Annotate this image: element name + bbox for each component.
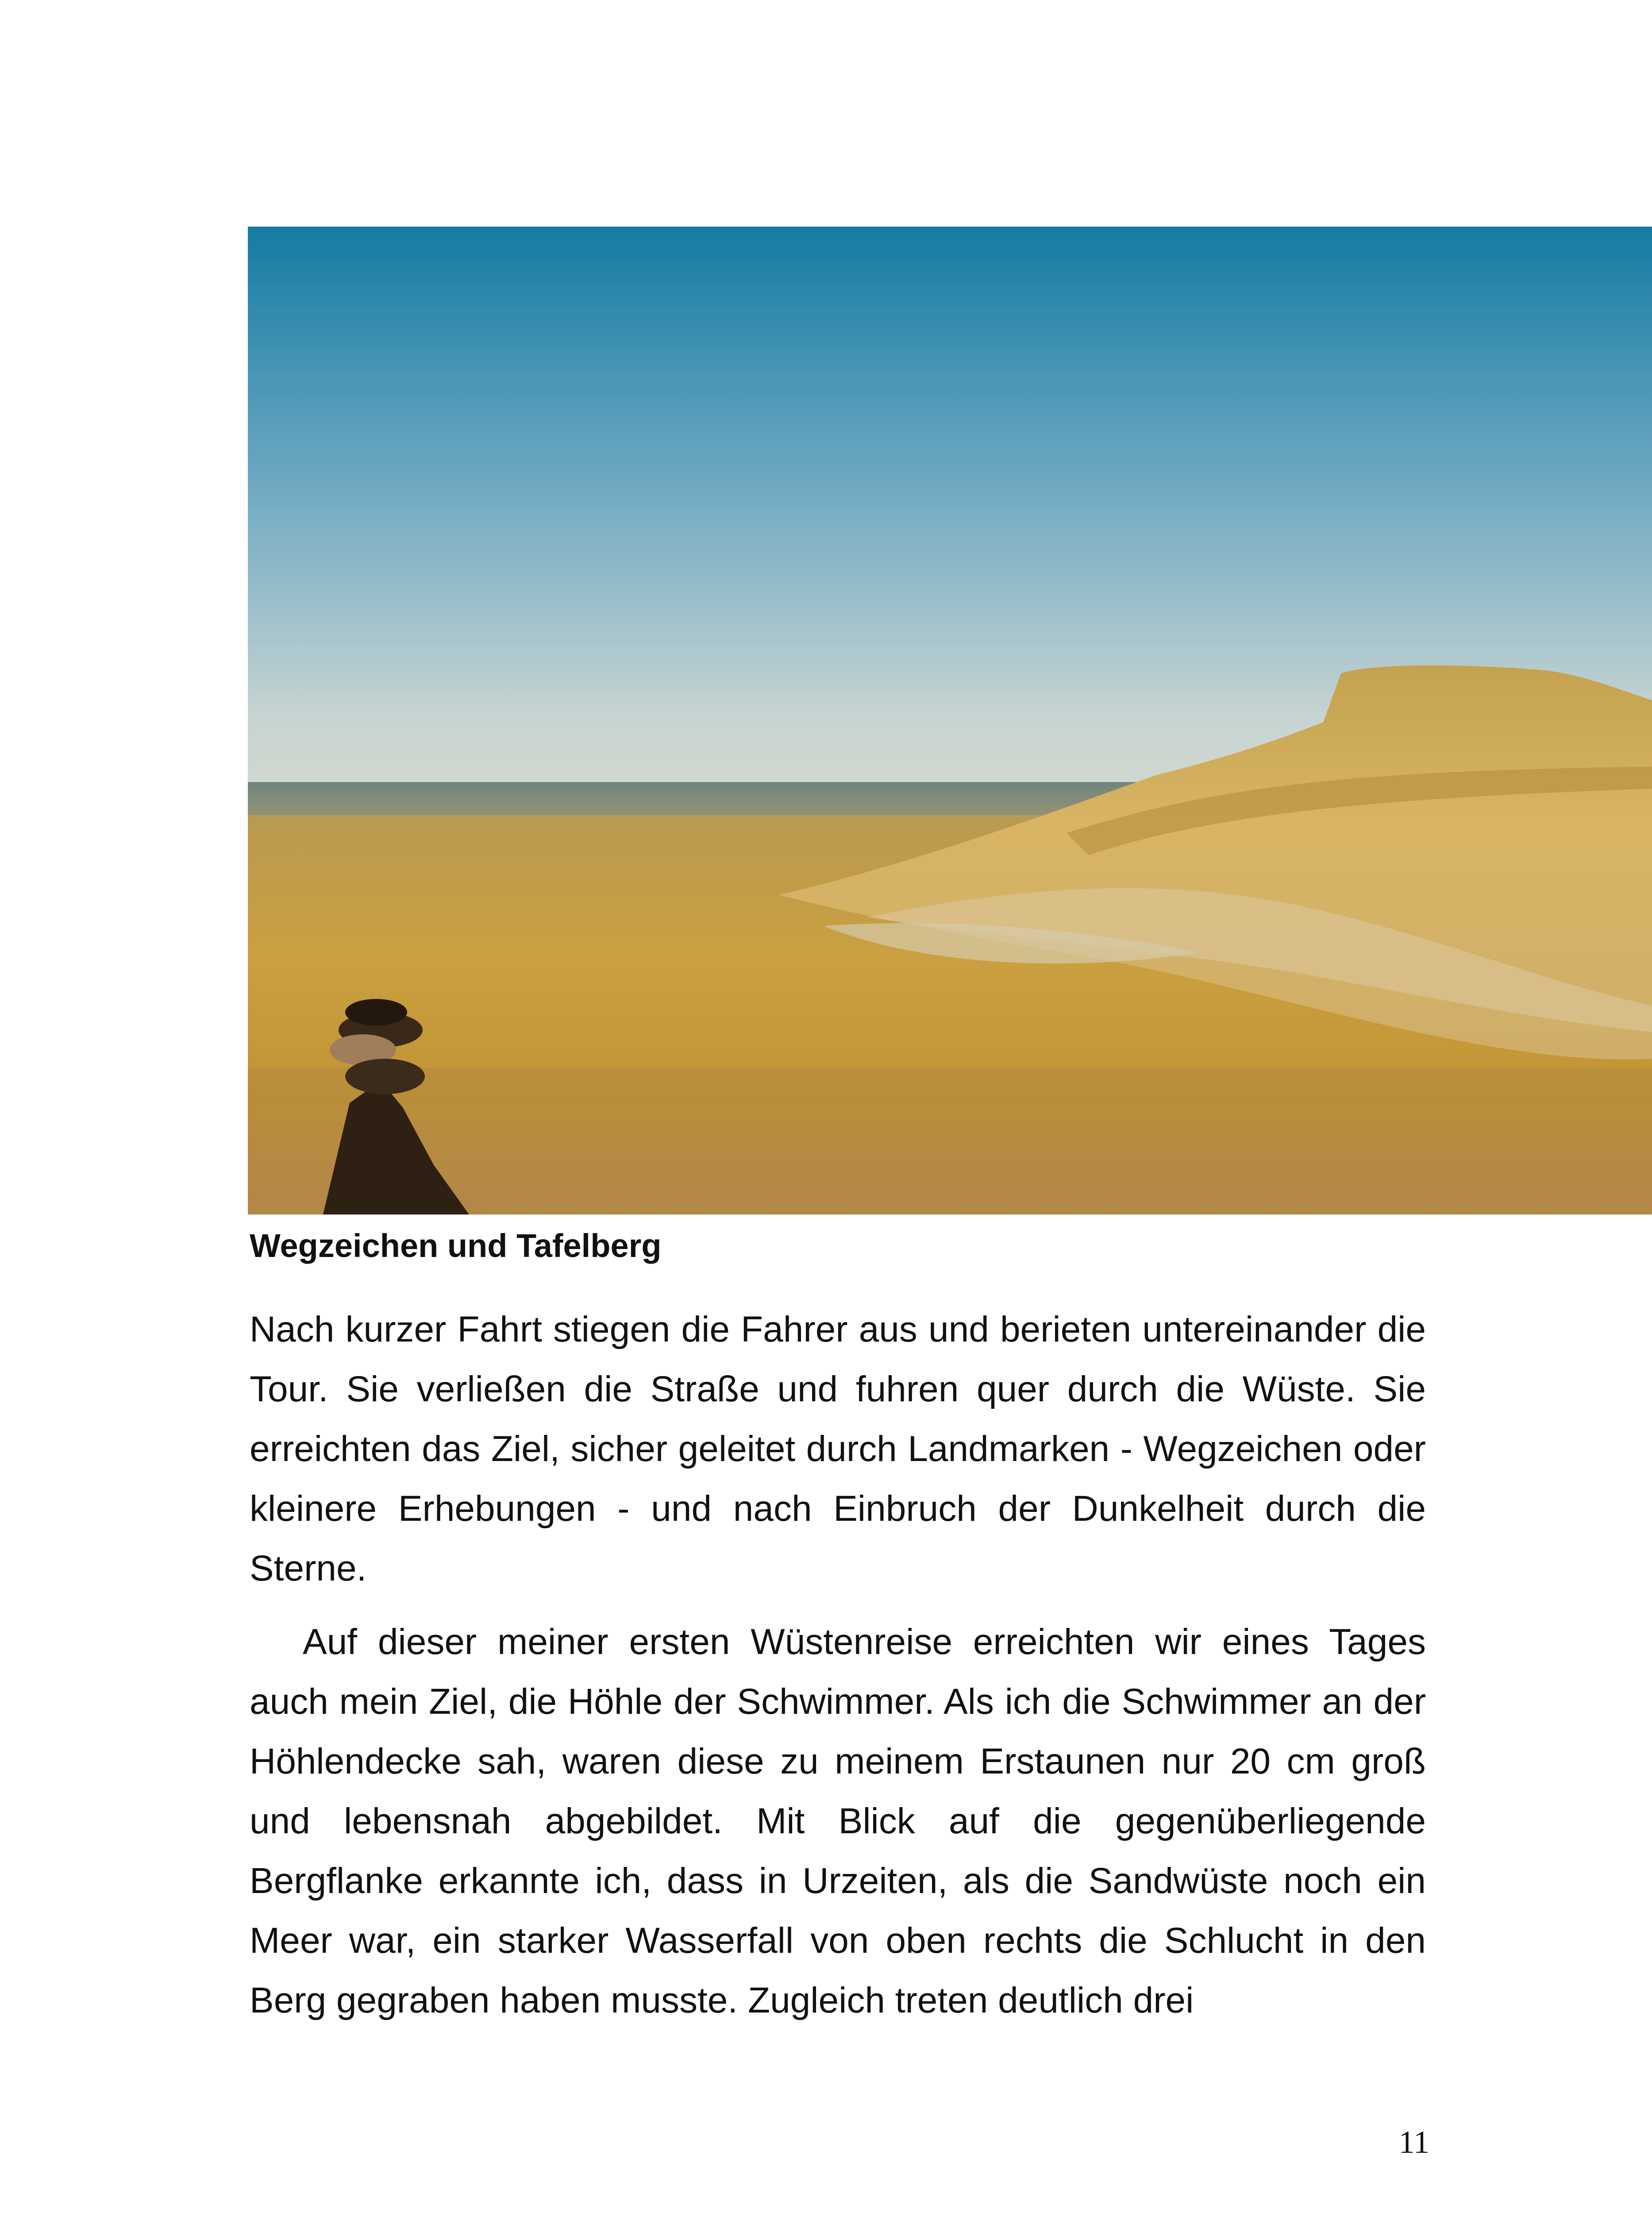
page-number: 11: [1398, 2124, 1429, 2160]
figure-caption: Wegzeichen und Tafelberg: [250, 1227, 662, 1264]
foreground-stones: [248, 1068, 1652, 1214]
desert-landscape-image: [248, 227, 1652, 1214]
body-paragraph-2: Auf dieser meiner ersten Wüstenreise erreichten wir eines Tages auch mein Ziel, die Höhle der Schwimmer. Als ich die Schwimmer an der Höhlendecke sah, waren diese zu meinem Erstaunen nur 20 cm groß und lebensnah abgebildet. Mit Blick auf die gegenüberliegende Bergflanke erkannte ich, dass in Urzeiten, als die Sandwüste noch ein Meer war, ein starker Wasserfall von oben rechts die Schlucht in den Berg gegraben haben musste. Zugleich treten deutlich drei: [250, 1622, 1426, 2020]
body-paragraph-1: Nach kurzer Fahrt stiegen die Fahrer aus und berieten untereinander die Tour. Sie verließen die Straße und fuhren quer durch die Wüste. Sie erreichten das Ziel, sicher geleitet durch Landmarken - Wegzeichen oder kleinere Erhebungen - und nach Einbruch der Dunkelheit durch die Sterne.: [250, 1309, 1426, 1588]
desert-photo: [248, 227, 1652, 1214]
